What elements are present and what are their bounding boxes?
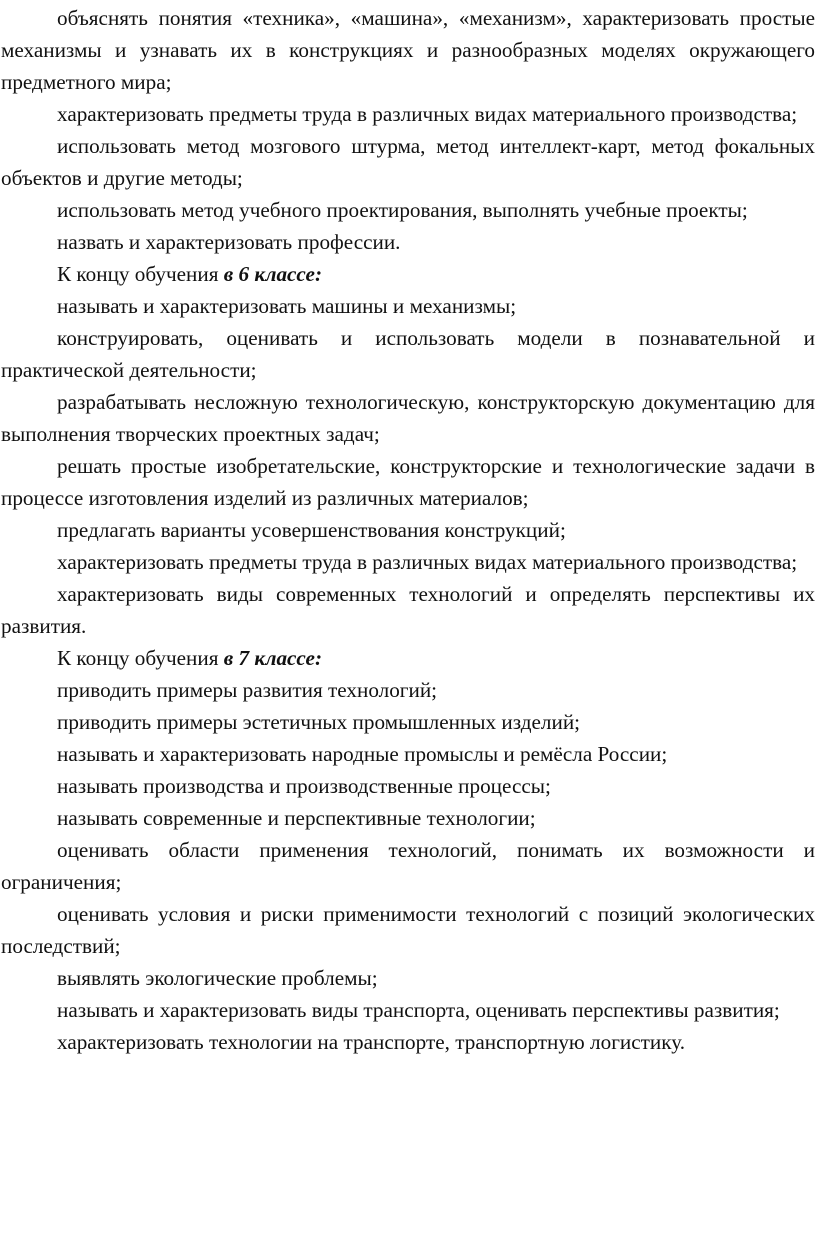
list-item: выявлять экологические проблемы;: [57, 966, 378, 990]
list-item: назвать и характеризовать профессии.: [57, 230, 401, 254]
list-item: называть современные и перспективные технологии;: [57, 806, 536, 830]
list-item: характеризовать виды современных технологий и определять перспективы их развития.: [1, 582, 815, 638]
section-grade-emphasis: в 6 классе:: [223, 262, 323, 286]
section-heading-grade-7: [1, 642, 815, 674]
list-item: называть производства и производственные процессы;: [57, 774, 551, 798]
list-item: конструировать, оценивать и использовать модели в познавательной и практической деятельности;: [1, 326, 815, 382]
list-item: приводить примеры эстетичных промышленных изделий;: [57, 710, 581, 734]
list-item: использовать метод учебного проектирования, выполнять учебные проекты;: [57, 198, 748, 222]
document-body: [0, 2, 816, 1058]
list-item: называть и характеризовать виды транспорта, оценивать перспективы развития;: [57, 998, 780, 1022]
list-item: характеризовать технологии на транспорте, транспортную логистику.: [57, 1030, 686, 1054]
list-item: использовать метод мозгового штурма, метод интеллект-карт, метод фокальных объектов и другие методы;: [1, 134, 815, 190]
list-item: называть и характеризовать машины и механизмы;: [57, 294, 517, 318]
section-lead-text: К концу обучения: [57, 262, 224, 286]
list-item: приводить примеры развития технологий;: [57, 678, 438, 702]
list-item: объяснять понятия «техника», «машина», «механизм», характеризовать простые механизмы и узнавать их в конструкциях и разнообразных моделях окружающего предметного мира;: [1, 6, 815, 94]
section-lead-text: К концу обучения: [57, 646, 224, 670]
list-item: называть и характеризовать народные промыслы и ремёсла России;: [57, 742, 668, 766]
list-item: оценивать условия и риски применимости технологий с позиций экологических последствий;: [1, 902, 815, 958]
list-item: характеризовать предметы труда в различных видах материального производства;: [57, 550, 798, 574]
list-item: оценивать области применения технологий, понимать их возможности и ограничения;: [1, 838, 815, 894]
list-item: решать простые изобретательские, конструкторские и технологические задачи в процессе изготовления изделий из различных материалов;: [1, 454, 815, 510]
section-heading-grade-6: [1, 258, 815, 290]
list-item: разрабатывать несложную технологическую, конструкторскую документацию для выполнения творческих проектных задач;: [1, 390, 815, 446]
list-item: характеризовать предметы труда в различных видах материального производства;: [57, 102, 798, 126]
list-item: предлагать варианты усовершенствования конструкций;: [57, 518, 566, 542]
section-grade-emphasis: в 7 классе:: [223, 646, 323, 670]
